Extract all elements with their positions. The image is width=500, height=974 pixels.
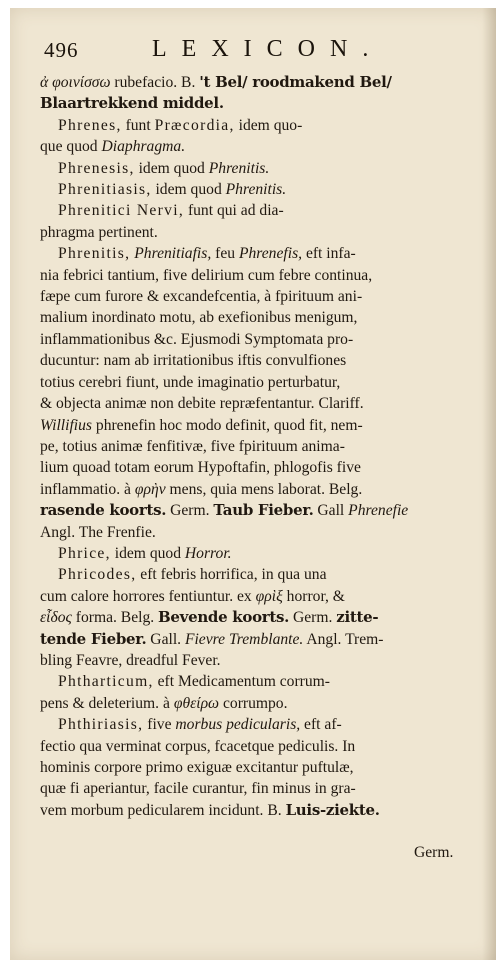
text-segment: five (143, 716, 176, 734)
text-line (40, 329, 496, 350)
text-segment: Phrenes, (58, 116, 122, 134)
text-line (40, 564, 496, 585)
text-segment: Diaphragma. (101, 138, 186, 156)
text-segment: φρὴν (134, 480, 166, 498)
text-line (40, 479, 496, 500)
text-line (40, 265, 496, 286)
text-segment: quæ fi aperiantur, facile curantur, fin minus in gra- (40, 780, 356, 798)
text-segment: eft febris horrifica, in qua una (136, 566, 327, 584)
text-line (40, 671, 496, 692)
text-segment: horror, & (282, 587, 345, 605)
text-segment: Phrenitiafis, (134, 245, 212, 263)
text-segment: Germ. (289, 609, 337, 627)
text-line (40, 757, 496, 778)
text-segment: forma. Belg. (71, 609, 159, 627)
text-line (40, 243, 496, 264)
text-segment: Luis-ziekte. (285, 800, 380, 819)
text-segment: cum calore horrores fentiuntur. ex (40, 587, 256, 605)
text-line (40, 72, 496, 93)
text-segment: Phrenitiasis, (58, 181, 152, 199)
text-segment: Phtharticum, (58, 673, 154, 691)
text-segment: funt (121, 116, 155, 134)
text-segment: malium inordinato motu, ab exefionibus menigum, (40, 309, 358, 327)
text-segment: 't Bel/ roodmakend Bel/ (199, 73, 392, 91)
text-segment: φθείρω (173, 694, 220, 712)
text-line (40, 778, 496, 799)
text-line (40, 586, 496, 607)
text-segment: zitte- (336, 608, 379, 627)
text-segment: ἀ φοινίσσω (40, 74, 111, 91)
text-segment: morbus pedicularis, (175, 716, 301, 734)
text-segment: εἶδος (40, 609, 72, 627)
text-segment: Gall (313, 502, 349, 520)
text-segment: totius cerebri fiunt, unde imaginatio perturbatur, (40, 373, 341, 391)
text-segment: Germ. (166, 502, 214, 520)
catchword: Germ. (414, 844, 454, 861)
text-line (40, 629, 496, 650)
text-line (40, 222, 496, 243)
text-segment: pens & deleterium. à (40, 694, 174, 712)
text-line (40, 522, 496, 543)
text-segment: Phrenitici Nervi, (58, 202, 185, 220)
text-segment: tende Fieber. (40, 629, 147, 648)
text-segment: fæpe cum furore & excandefcentia, à fpirituum ani- (40, 288, 363, 306)
book-page (10, 8, 496, 960)
text-line (40, 158, 496, 179)
text-line (40, 93, 496, 114)
text-line (40, 693, 496, 714)
text-segment: Blaartrekkend middel. (40, 94, 224, 113)
text-segment: que quod (40, 138, 102, 156)
text-line (40, 650, 496, 671)
text-segment: corrumpo. (219, 694, 288, 712)
text-line (40, 736, 496, 757)
running-head: LEXICON. (152, 36, 384, 62)
text-segment: nia febrici tantium, five delirium cum febre continua, (40, 266, 373, 284)
text-line (40, 800, 496, 821)
text-segment: idem quo- (234, 116, 303, 134)
text-line (40, 286, 496, 307)
text-segment: mens, quia mens laborat. Belg. (165, 480, 363, 498)
text-segment: Bevende koorts. (158, 608, 290, 627)
text-segment: ducuntur: nam ab irritationibus iftis convulfiones (40, 352, 347, 370)
text-segment: Phrice, (58, 544, 111, 562)
text-line (40, 350, 496, 371)
text-segment: Phrenitis. (225, 181, 287, 199)
text-segment: feu (211, 245, 239, 263)
text-line (40, 115, 496, 136)
text-segment: φρὶξ (255, 587, 283, 605)
text-segment: idem quod (110, 544, 185, 562)
text-segment: funt qui ad dia- (184, 202, 284, 220)
text-segment: Horror. (184, 544, 232, 562)
text-segment: Phricodes, (58, 566, 137, 584)
text-segment: Willifius (40, 416, 92, 434)
text-line (40, 607, 496, 628)
text-segment: rasende koorts. (40, 501, 167, 520)
text-segment: rubefacio. B. (110, 74, 200, 91)
text-segment: pe, totius animæ fenfitivæ, five fpirituum anima- (40, 437, 345, 455)
text-segment: Angl. The Frenfie. (40, 523, 156, 541)
text-line (40, 307, 496, 328)
text-segment: inflammatio. à (40, 480, 135, 498)
text-line (40, 179, 496, 200)
text-segment: Fievre Tremblante. (184, 630, 304, 648)
lexicon-text (40, 72, 496, 821)
text-segment: idem quod (151, 181, 226, 199)
text-line (40, 500, 496, 521)
text-segment: Phrenefie (348, 502, 409, 520)
text-segment: inflammationibus &c. Ejusmodi Symptomata pro- (40, 330, 354, 348)
text-segment: vem morbum pedicularem incidunt. B. (40, 801, 286, 819)
text-segment: lium quoad totam eorum Hypoftafin, phlogofis five (40, 459, 361, 477)
text-segment: eft af- (300, 716, 342, 734)
text-segment: Phrenitis, (58, 245, 131, 263)
text-segment: Phrenitis. (208, 159, 270, 177)
text-segment: idem quod (134, 159, 209, 177)
text-line (40, 393, 496, 414)
text-segment: hominis corpore primo exiguæ excitantur puftulæ, (40, 759, 354, 776)
page-number: 496 (44, 38, 79, 62)
text-segment: eft Medicamentum corrum- (153, 673, 330, 691)
text-segment: fectio qua verminat corpus, fcacetque pediculis. In (40, 737, 356, 755)
text-segment: & objecta animæ non debite repræfentantur. Clariff. (40, 395, 364, 413)
text-line (40, 136, 496, 157)
text-segment: eft infa- (302, 245, 356, 263)
text-segment: Taub Fieber. (213, 501, 314, 520)
text-segment: phrenefin hoc modo definit, quod fit, nem- (92, 416, 363, 434)
text-segment: Gall. (146, 630, 185, 648)
text-line (40, 372, 496, 393)
text-segment: Phrenefis, (238, 245, 303, 263)
text-line (40, 436, 496, 457)
text-line (40, 457, 496, 478)
text-segment: Angl. Trem- (303, 630, 384, 648)
text-segment: Præcordia, (154, 116, 235, 134)
text-line (40, 714, 496, 735)
text-segment: bling Feavre, dreadful Fever. (40, 651, 221, 669)
text-line (40, 415, 496, 436)
text-line (40, 200, 496, 221)
text-segment: phragma pertinent. (40, 223, 158, 241)
page-header (44, 38, 476, 68)
text-line (40, 543, 496, 564)
text-segment: Phthiriasis, (58, 716, 144, 734)
text-segment: Phrenesis, (58, 159, 135, 177)
